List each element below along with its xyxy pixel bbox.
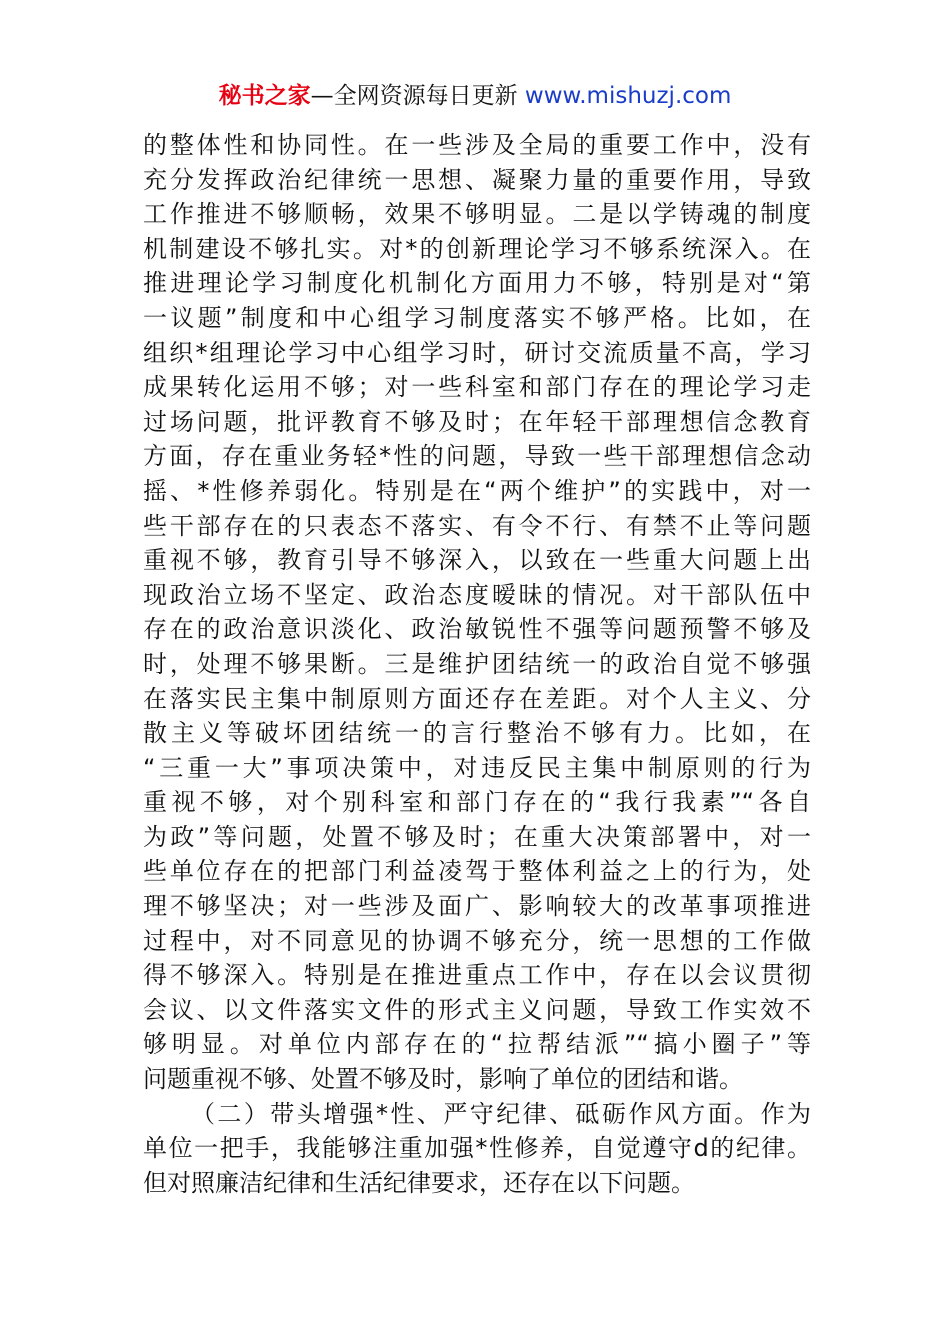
paragraph-end-line: 但对照廉洁纪律和生活纪律要求，还存在以下问题。 [143, 1168, 695, 1197]
text-line: 重视不够，对个别科室和部门存在的“我行我素”“各自 [143, 788, 811, 817]
site-url-link[interactable]: www.mishuzj.com [524, 83, 732, 109]
text-line: 在落实民主集中制原则方面还存在差距。对个人主义、分 [143, 684, 811, 713]
text-line: 推进理论学习制度化机制化方面用力不够，特别是对“第 [143, 269, 811, 298]
text-line: 得不够深入。特别是在推进重点工作中，存在以会议贯彻 [143, 961, 811, 990]
text-line: 方面，存在重业务轻*性的问题，导致一些干部理想信念动 [143, 442, 811, 471]
text-line: 过程中，对不同意见的协调不够充分，统一思想的工作做 [143, 926, 811, 955]
text-line: 单位一把手，我能够注重加强*性修养，自觉遵守d的纪律。 [143, 1134, 811, 1163]
header-tagline: —全网资源每日更新 [310, 83, 518, 109]
text-line: 工作推进不够顺畅，效果不够明显。二是以学铸魂的制度 [143, 200, 811, 229]
body-text [143, 128, 811, 1200]
text-line: 的整体性和协同性。在一些涉及全局的重要工作中，没有 [143, 131, 811, 159]
text-line: 存在的政治意识淡化、政治敏锐性不强等问题预警不够及 [143, 615, 811, 644]
text-line: 些干部存在的只表态不落实、有令不行、有禁不止等问题 [143, 511, 811, 540]
text-line: 时，处理不够果断。三是维护团结统一的政治自觉不够强 [143, 649, 811, 678]
text-line: 组织*组理论学习中心组学习时，研讨交流质量不高，学习 [143, 338, 811, 367]
text-line: 充分发挥政治纪律统一思想、凝聚力量的重要作用，导致 [143, 165, 811, 194]
text-line: 成果转化运用不够；对一些科室和部门存在的理论学习走 [143, 373, 811, 402]
text-line: 一议题”制度和中心组学习制度落实不够严格。比如，在 [143, 303, 811, 332]
text-line: 理不够坚决；对一些涉及面广、影响较大的改革事项推进 [143, 892, 811, 921]
text-line: 重视不够，教育引导不够深入，以致在一些重大问题上出 [143, 546, 811, 575]
site-header [0, 80, 950, 112]
text-line: 为政”等问题，处置不够及时；在重大决策部署中，对一 [143, 822, 811, 851]
text-line: 机制建设不够扎实。对*的创新理论学习不够系统深入。在 [143, 234, 811, 263]
paragraph-end-line: 问题重视不够、处置不够及时，影响了单位的团结和谐。 [143, 1065, 743, 1094]
text-line: 现政治立场不坚定、政治态度暧昧的情况。对干部队伍中 [143, 580, 811, 609]
text-line: 摇、*性修养弱化。特别是在“两个维护”的实践中，对一 [143, 476, 811, 505]
text-line: 够明显。对单位内部存在的“拉帮结派”“搞小圈子”等 [143, 1030, 811, 1059]
text-line: “三重一大”事项决策中，对违反民主集中制原则的行为 [143, 753, 811, 782]
text-line: 些单位存在的把部门利益凌驾于整体利益之上的行为，处 [143, 857, 811, 886]
section-heading-line: （二）带头增强*性、严守纪律、砥砺作风方面。作为 [191, 1099, 811, 1128]
text-line: 散主义等破坏团结统一的言行整治不够有力。比如，在 [143, 719, 811, 748]
text-line: 过场问题，批评教育不够及时；在年轻干部理想信念教育 [143, 407, 811, 436]
brand-name: 秘书之家 [218, 83, 311, 109]
text-line: 会议、以文件落实文件的形式主义问题，导致工作实效不 [143, 995, 811, 1024]
